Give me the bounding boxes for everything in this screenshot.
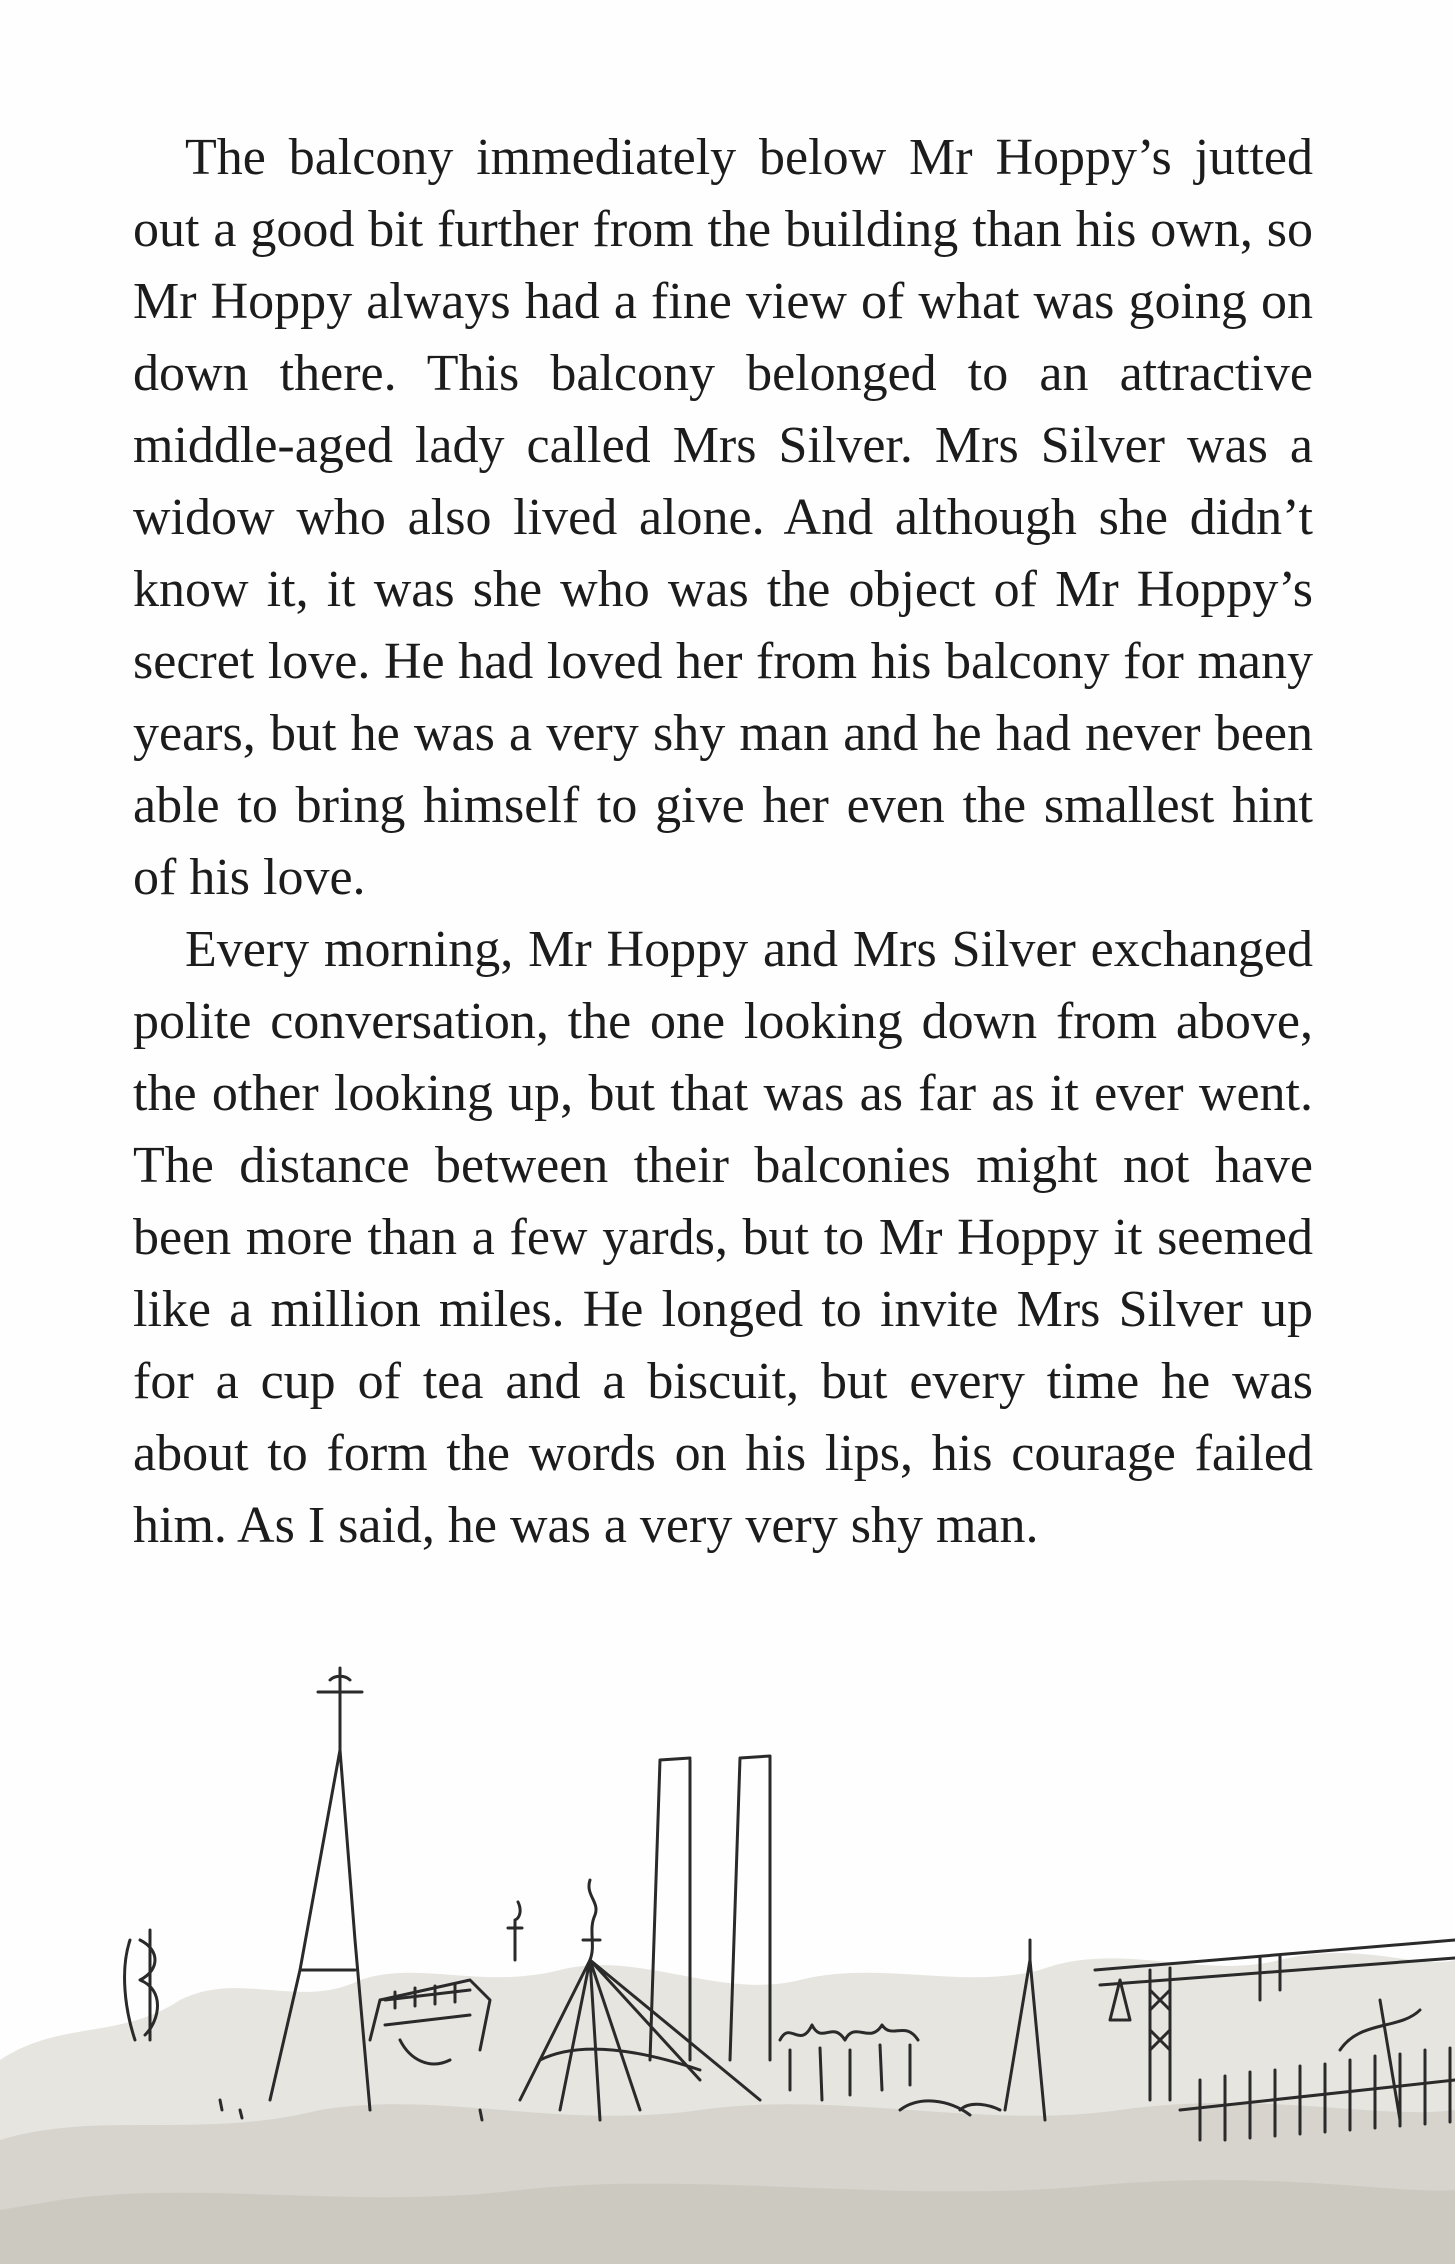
skyline-sketch-icon bbox=[0, 1640, 1455, 2264]
body-text bbox=[133, 122, 1313, 1562]
skyline-illustration bbox=[0, 1640, 1455, 2264]
paragraph-2: Every morning, Mr Hoppy and Mrs Silver exchanged polite conversation, the one looking down from above, the other looking up, but that was as far as it ever went. The distance between their balconies might not have been more than a few yards, but to Mr Hoppy it seemed like a million miles. He longed to invite Mrs Silver up for a cup of tea and a biscuit, but every time he was about to form the words on his lips, his courage failed him. As I said, he was a very very shy man. bbox=[133, 921, 1313, 1554]
paragraph-1: The balcony immediately below Mr Hoppy’s jutted out a good bit further from the building than his own, so Mr Hoppy always had a fine view of what was going on down there. This balcony belonged to an attractive middle-aged lady called Mrs Silver. Mrs Silver was a widow who also lived alone. And although she didn’t know it, it was she who was the object of Mr Hoppy’s secret love. He had loved her from his balcony for many years, but he was a very shy man and he had never been able to bring himself to give her even the smallest hint of his love. bbox=[133, 129, 1313, 906]
